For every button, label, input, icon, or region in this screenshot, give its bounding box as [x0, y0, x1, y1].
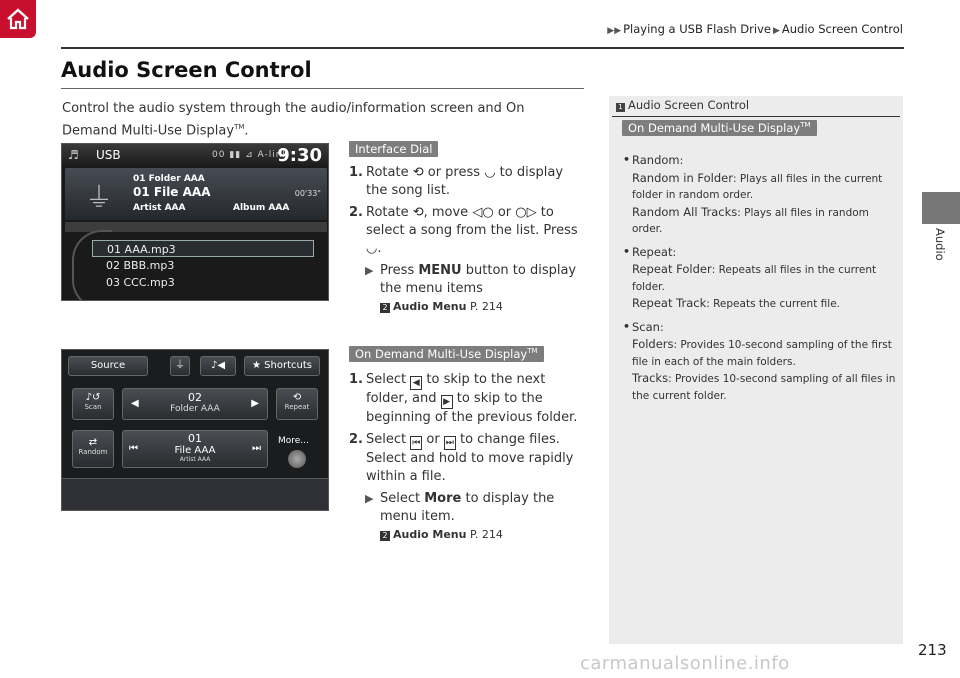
file-control: ⏮ 01 File AAA Artist AAA ⏭: [122, 430, 268, 468]
title-divider: [61, 88, 584, 89]
cross-reference: 2 Audio Menu P. 214: [349, 298, 585, 316]
side-note-label: On Demand Multi-Use Display™: [622, 120, 817, 136]
dial-press-icon: ◡: [484, 165, 496, 180]
step-2: 2. Rotate ⟲, move ◁○ or ○▷ to select a song from the list. Press ◡.: [349, 205, 578, 256]
note-scan: • Scan: Folders: Provides 10-second sampling of the first file in each of the main folders. Tracks: Provides 10-second sampling of all files in the current folder.: [623, 319, 898, 405]
previous-folder-icon[interactable]: ◀: [131, 398, 139, 409]
chapter-label: Audio: [933, 228, 947, 261]
step-2: 2. Select ⏮ or ⏭ to change files. Select and hold to move rapidly within a file.: [349, 432, 574, 484]
dial-left-icon: ◁○: [472, 205, 494, 220]
climate-bar: [62, 478, 328, 511]
next-folder-key-icon: ▶: [441, 395, 453, 409]
scan-button[interactable]: ♪↺ Scan: [72, 388, 114, 420]
side-note-divider: [612, 116, 900, 117]
skip-forward-icon[interactable]: ⏭: [252, 443, 261, 454]
home-button[interactable]: [0, 0, 36, 38]
skip-back-key-icon: ⏮: [412, 438, 421, 448]
source-label: USB: [96, 148, 121, 162]
step-1: 1. Select ◀ to skip to the next folder, and ▶ to skip to the beginning of the previous folder.: [349, 372, 578, 425]
random-button[interactable]: ⇄ Random: [72, 430, 114, 468]
music-note-icon: ♬: [68, 148, 79, 162]
file-name: 01 File AAA: [133, 185, 211, 199]
side-note-body: [623, 146, 898, 404]
usb-icon: ⏚: [84, 181, 113, 214]
result-arrow-icon: ▶: [365, 492, 374, 505]
breadcrumb: [605, 22, 903, 36]
chapter-tab[interactable]: [922, 192, 960, 224]
artist-name: Artist AAA: [133, 203, 186, 213]
folder-name: 01 Folder AAA: [133, 174, 205, 184]
previous-folder-key-icon: ◀: [410, 376, 422, 390]
reference-icon: 2: [380, 303, 390, 313]
usb-button[interactable]: ⏚: [170, 356, 190, 376]
skip-back-icon[interactable]: ⏮: [129, 443, 138, 454]
track-row[interactable]: 01 AAA.mp3: [92, 240, 314, 257]
elapsed-time: 00'33": [294, 189, 321, 198]
step-result: ▶ Select More to display the menu item.: [365, 491, 555, 524]
track-row[interactable]: 02 BBB.mp3: [106, 259, 175, 272]
audio-menu-link[interactable]: Audio Menu: [393, 300, 467, 313]
clock: 9:30: [277, 145, 322, 166]
audio-menu-link[interactable]: Audio Menu: [393, 528, 467, 541]
home-icon: [5, 6, 31, 32]
result-arrow-icon: ▶: [365, 264, 374, 277]
track-row[interactable]: 03 CCC.mp3: [106, 276, 175, 289]
page-number: 213: [918, 641, 947, 659]
status-icons: 00 ▮▮ ⊿ A-link: [212, 150, 289, 160]
intro-text: Control the audio system through the audio/information screen and On Demand Multi-Use Display™.: [62, 101, 525, 139]
dial-rotate-icon: ⟲: [412, 165, 424, 180]
reference-icon: 1: [616, 103, 625, 112]
section-label-interface-dial: Interface Dial: [349, 141, 438, 157]
step-result: ▶ Press MENU button to display the menu items: [365, 263, 577, 296]
section-label-multi-use-display: On Demand Multi-Use Display™: [349, 346, 544, 362]
dial-right-icon: ○▷: [515, 205, 537, 220]
step-1: 1. Rotate ⟲ or press ◡ to display the song list.: [349, 165, 564, 198]
track-list: [92, 240, 314, 291]
folder-control: ◀ 02 Folder AAA ▶: [122, 388, 268, 420]
audio-screen-image: [61, 143, 329, 301]
watermark: carmanualsonline.info: [580, 653, 790, 674]
note-repeat: • Repeat: Repeat Folder: Repeats all files in the current folder. Repeat Track: Repeats the current file.: [623, 244, 898, 313]
note-random: • Random: Random in Folder: Plays all files in the current folder in random order. Random All Tracks: Plays all files in random order.: [623, 152, 898, 238]
dial-press-icon: ◡: [366, 241, 378, 256]
source-button[interactable]: Source: [68, 356, 148, 376]
repeat-button[interactable]: ⟲ Repeat: [276, 388, 318, 420]
skip-forward-key-icon: ⏭: [445, 438, 454, 448]
shortcuts-button[interactable]: ★ Shortcuts: [244, 356, 320, 376]
multi-use-display-steps: [349, 371, 585, 544]
audio-settings-button[interactable]: ♪◀: [200, 356, 236, 376]
interface-dial-steps: [349, 164, 585, 316]
multi-use-display-image: [61, 349, 329, 511]
breadcrumb-arrow-icon: ▶: [772, 26, 780, 36]
dial-rotate-icon: ⟲: [412, 205, 424, 220]
album-name: Album AAA: [233, 203, 290, 213]
more-button[interactable]: [288, 450, 306, 468]
header-divider: [61, 47, 904, 49]
next-folder-icon[interactable]: ▶: [251, 398, 259, 409]
more-label: More...: [278, 436, 309, 446]
breadcrumb-arrow-icon: ▶▶: [607, 26, 622, 36]
breadcrumb-link-usb[interactable]: Playing a USB Flash Drive: [623, 22, 771, 36]
cross-reference: 2 Audio Menu P. 214: [349, 526, 585, 544]
reference-icon: 2: [380, 531, 390, 541]
breadcrumb-current: Audio Screen Control: [781, 22, 903, 36]
page-title: Audio Screen Control: [61, 58, 312, 82]
side-note-heading: 1 Audio Screen Control: [616, 98, 749, 112]
